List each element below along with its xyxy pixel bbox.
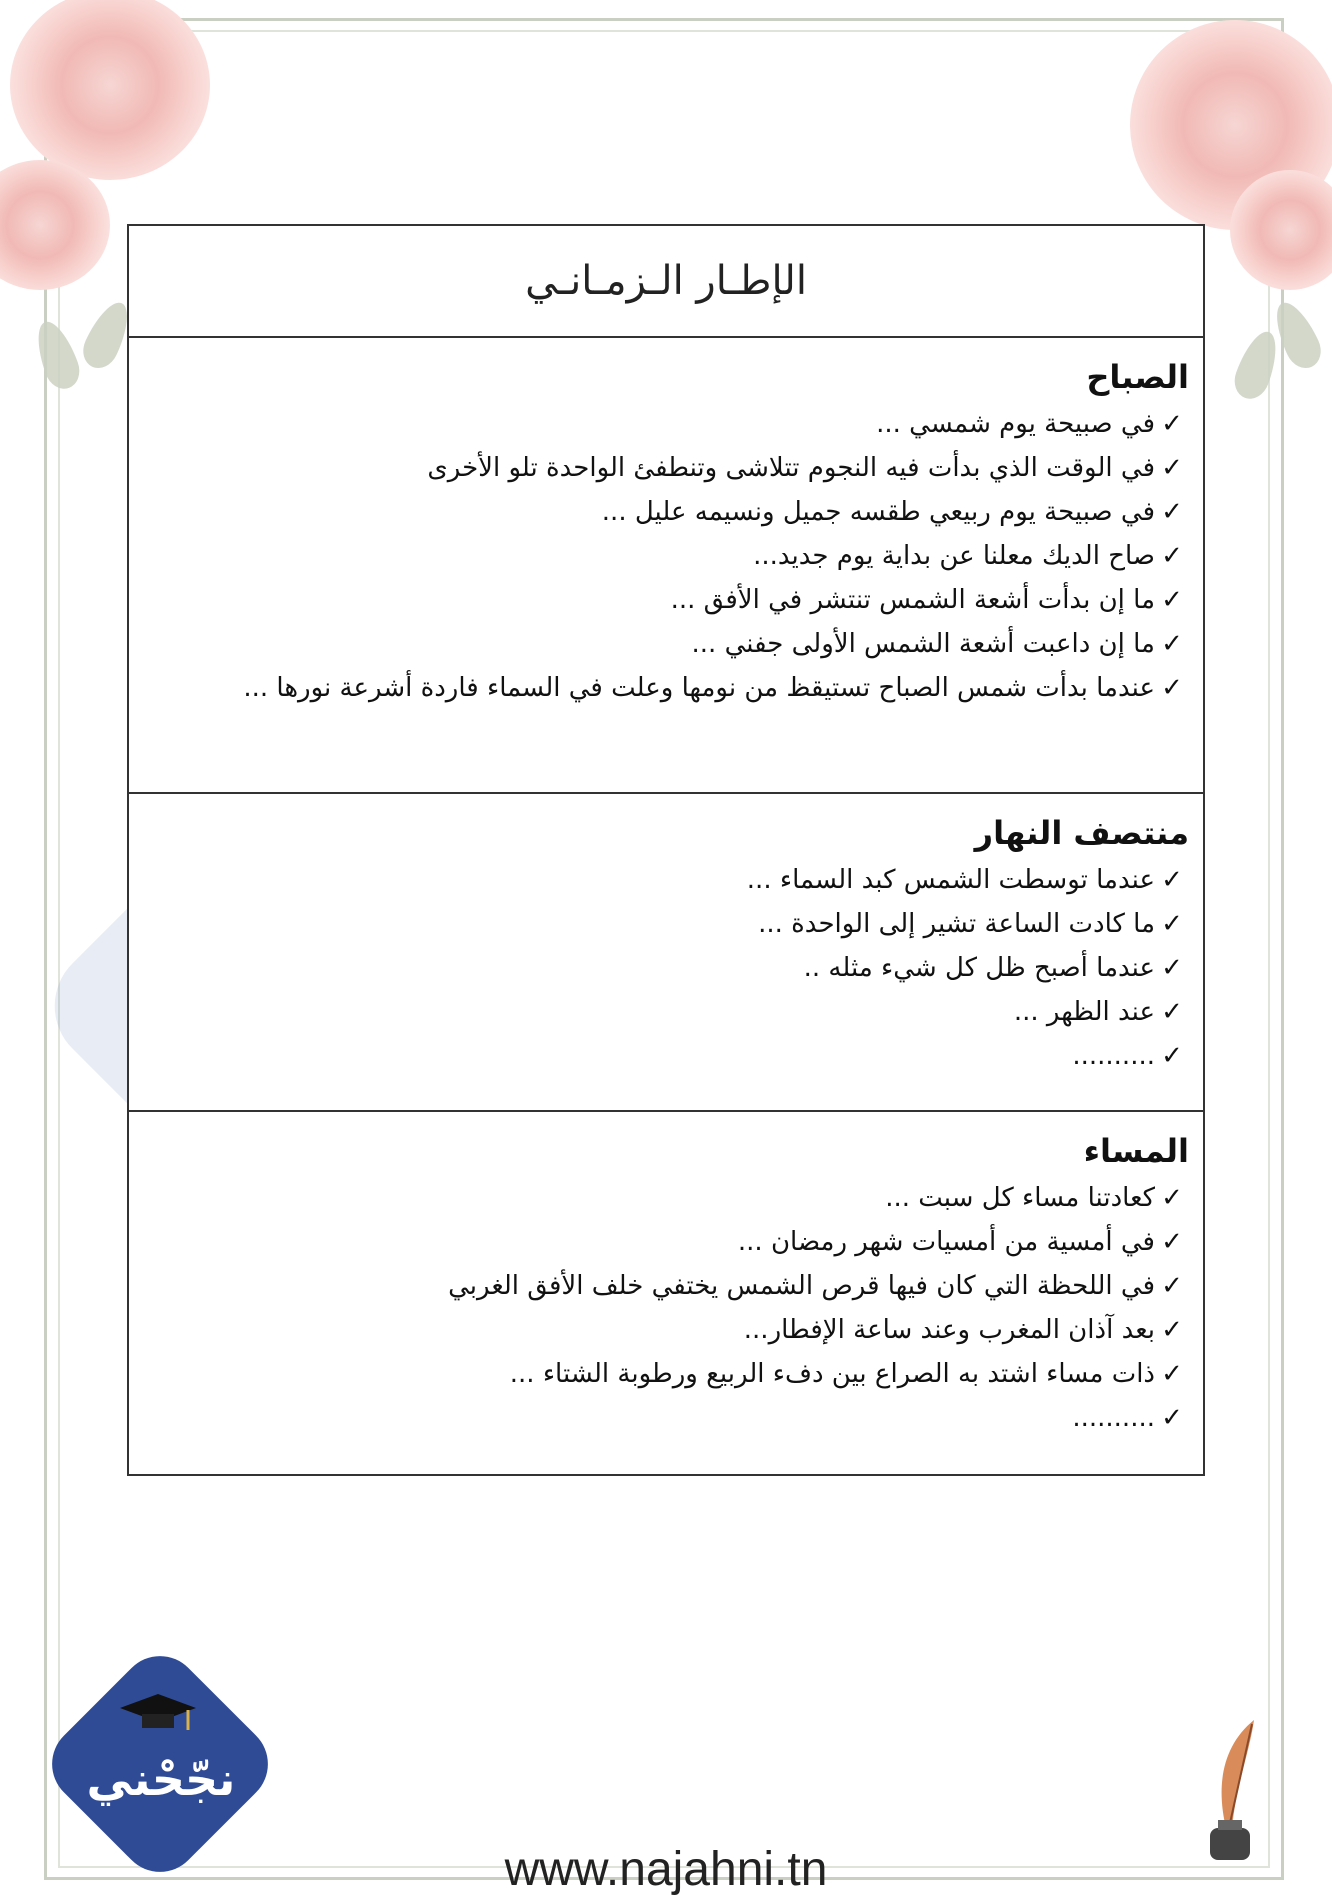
list-item: ✓ .......... [159,1396,1189,1440]
list-item: ✓ صاح الديك معلنا عن بداية يوم جديد... [159,534,1189,578]
logo-text: نجّحْني [86,1752,236,1806]
check-icon: ✓ [1161,1359,1183,1389]
list-item: ✓ في صبيحة يوم شمسي ... [159,402,1189,446]
list-item: ✓ في صبيحة يوم ربيعي طقسه جميل ونسيمه عليل ... [159,490,1189,534]
check-icon: ✓ [1161,865,1183,895]
list-item: ✓ في اللحظة التي كان فيها قرص الشمس يختفي خلف الأفق الغربي [159,1264,1189,1308]
check-icon: ✓ [1161,1403,1183,1433]
page-title: الإطـار الـزمـانـي [525,258,807,304]
check-icon: ✓ [1161,497,1183,527]
section-heading-morning: الصباح [1086,358,1189,396]
check-icon: ✓ [1161,541,1183,571]
check-icon: ✓ [1161,1183,1183,1213]
list-item: ✓ بعد آذان المغرب وعند ساعة الإفطار... [159,1308,1189,1352]
list-item: ✓ عندما أصبح ظل كل شيء مثله .. [159,946,1189,990]
check-icon: ✓ [1161,453,1183,483]
check-icon: ✓ [1161,909,1183,939]
list-item: ✓ عند الظهر ... [159,990,1189,1034]
section-noon [129,794,1203,1112]
time-frame-table [127,224,1205,1476]
check-icon: ✓ [1161,585,1183,615]
list-item: ✓ في الوقت الذي بدأت فيه النجوم تتلاشى وتنطفئ الواحدة تلو الأخرى [159,446,1189,490]
list-item: ✓ عندما توسطت الشمس كبد السماء ... [159,858,1189,902]
list-item: ✓ ما إن بدأت أشعة الشمس تنتشر في الأفق ... [159,578,1189,622]
check-icon: ✓ [1161,1227,1183,1257]
check-icon: ✓ [1161,1041,1183,1071]
check-icon: ✓ [1161,953,1183,983]
section-heading-evening: المساء [1083,1132,1189,1170]
list-item: ✓ ما كادت الساعة تشير إلى الواحدة ... [159,902,1189,946]
list-item: ✓ في أمسية من أمسيات شهر رمضان ... [159,1220,1189,1264]
check-icon: ✓ [1161,673,1183,703]
title-row [129,226,1203,338]
section-evening [129,1112,1203,1474]
list-item: ✓ عندما بدأت شمس الصباح تستيقظ من نومها وعلت في السماء فاردة أشرعة نورها ... [159,666,1189,710]
check-icon: ✓ [1161,409,1183,439]
website-url: www.najahni.tn [504,1843,828,1896]
check-icon: ✓ [1161,1315,1183,1345]
list-item: ✓ كعادتنا مساء كل سبت ... [159,1176,1189,1220]
list-item: ✓ .......... [159,1034,1189,1078]
section-heading-noon: منتصف النهار [974,814,1189,852]
list-item: ✓ ذات مساء اشتد به الصراع بين دفء الربيع ورطوبة الشتاء ... [159,1352,1189,1396]
graduation-cap-icon [118,1690,198,1740]
check-icon: ✓ [1161,997,1183,1027]
list-item: ✓ ما إن داعبت أشعة الشمس الأولى جفني ... [159,622,1189,666]
section-morning [129,338,1203,794]
check-icon: ✓ [1161,629,1183,659]
check-icon: ✓ [1161,1271,1183,1301]
